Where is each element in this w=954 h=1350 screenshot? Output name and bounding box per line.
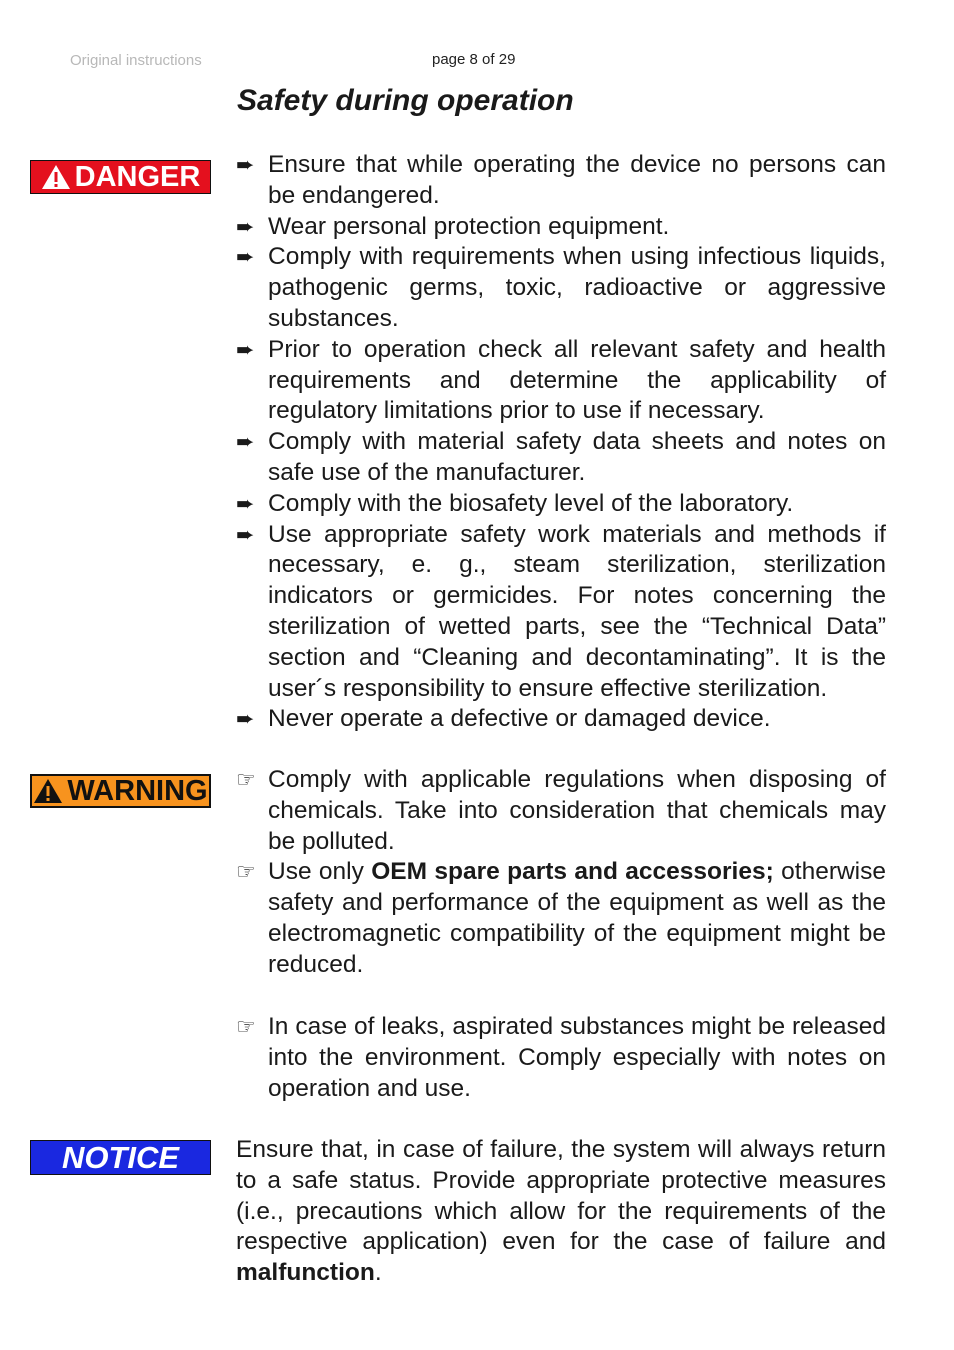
list-item: ➨ Wear personal protection equipment.	[236, 212, 886, 243]
arrow-bullet-icon: ➨	[236, 521, 255, 547]
pointing-hand-icon: ☞	[236, 1014, 256, 1039]
warning-list	[236, 765, 886, 981]
warning-triangle-icon	[33, 778, 63, 804]
danger-list	[236, 150, 886, 735]
leak-list	[236, 1012, 886, 1104]
danger-label: DANGER	[74, 160, 201, 193]
arrow-bullet-icon: ➨	[236, 152, 255, 177]
list-item: ➨ Comply with material safety data sheets and notes on safe use of the manufacturer.	[236, 428, 886, 486]
list-item: ☞ Comply with applicable regulations when disposing of chemicals. Take into consideration that chemicals may be polluted.	[236, 766, 886, 855]
notice-paragraph: Ensure that, in case of failure, the system will always return to a safe status. Provide appropriate protective measures (i.e., precautions which allow for the requirements of the respective application) even for the case of failure and malfunction.	[236, 1136, 886, 1287]
section-title: Safety during operation	[237, 84, 574, 117]
pointing-hand-icon: ☞	[236, 767, 256, 792]
pointing-hand-icon: ☞	[236, 859, 256, 885]
arrow-bullet-icon: ➨	[236, 706, 255, 732]
warning-label: WARNING	[67, 774, 208, 807]
list-item: ➨ Comply with requirements when using infectious liquids, pathogenic germs, toxic, radioactive or aggressive substances.	[236, 243, 886, 332]
list-item: ➨ Comply with the biosafety level of the laboratory.	[236, 489, 886, 520]
notice-badge	[30, 1140, 211, 1175]
list-item: ➨ Prior to operation check all relevant safety and health requirements and determine the applicability of regulatory limitations prior to use if necessary.	[236, 335, 886, 425]
list-item: ☞ In case of leaks, aspirated substances might be released into the environment. Comply especially with notes on operation and use.	[236, 1013, 886, 1102]
warning-triangle-icon	[41, 164, 71, 190]
arrow-bullet-icon: ➨	[236, 429, 255, 455]
list-item: ➨ Use appropriate safety work materials and methods if necessary, e. g., steam sterilization, sterilization indicators or germicides. For notes concerning the sterilization of wetted parts, see the “Technical Data” section and “Cleaning and decontaminating”. It is the user´s responsibility to ensure effective sterilization.	[236, 520, 886, 702]
list-item: ☞ Use only OEM spare parts and accessories; otherwise safety and performance of the equipment as well as the electromagnetic compatibility of the equipment might be reduced.	[236, 858, 886, 978]
arrow-bullet-icon: ➨	[236, 336, 255, 362]
page-number: page 8 of 29	[432, 51, 516, 68]
arrow-bullet-icon: ➨	[236, 490, 255, 516]
danger-badge	[30, 160, 211, 194]
malfunction-emphasis: malfunction	[236, 1259, 375, 1287]
arrow-bullet-icon: ➨	[236, 244, 255, 270]
arrow-bullet-icon: ➨	[236, 213, 255, 239]
oem-emphasis: OEM spare parts and accessories;	[371, 858, 774, 886]
warning-badge	[30, 774, 211, 808]
list-item: ➨ Ensure that while operating the device no persons can be endangered.	[236, 151, 886, 209]
notice-label: NOTICE	[61, 1139, 180, 1175]
header-doc-label: Original instructions	[70, 52, 202, 69]
list-item: ➨ Never operate a defective or damaged device.	[236, 704, 886, 735]
